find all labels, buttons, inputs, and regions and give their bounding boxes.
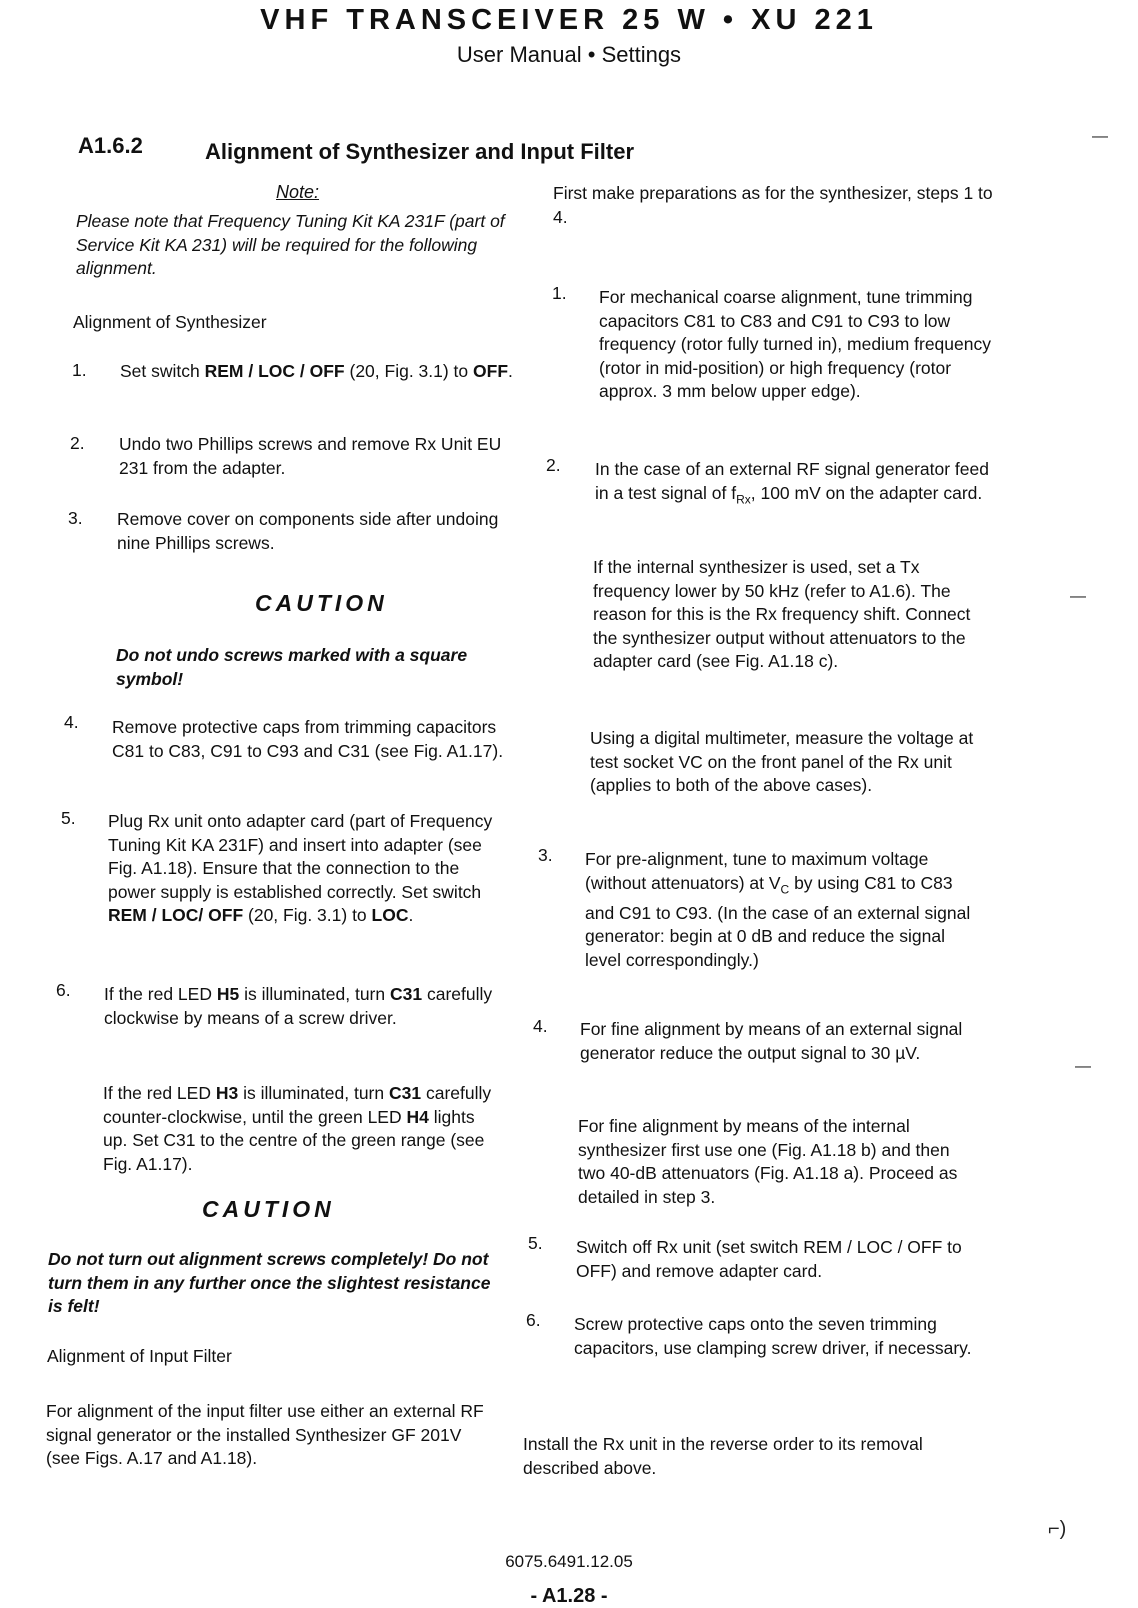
filter-step-2-para2: If the internal synthesizer is used, set a Tx frequency lower by 50 kHz (refer to A1.6). The reason for this is the Rx frequency shift. Connect the synthesizer output without attenuators to the adapter card (see Fig. A1.18 c). xyxy=(593,557,971,671)
step-number: 5. xyxy=(61,808,76,828)
synth-step-6-para2: If the red LED H3 is illuminated, turn C31 carefully counter-clockwise, until the green LED H4 lights up. Set C31 to the centre of the green range (see Fig. A1.17). xyxy=(103,1083,492,1174)
filter-step-4-para2: For fine alignment by means of the internal synthesizer first use one (Fig. A1.18 b) and then two 40-dB attenuators (Fig. A1.18 a). Proceed as detailed in step 3. xyxy=(578,1116,958,1207)
step-number: 2. xyxy=(546,455,561,475)
caution-text: Do not turn out alignment screws completely! Do not turn them in any further once the slightest resistance is felt! xyxy=(48,1249,491,1316)
filter-step-2: In the case of an external RF signal generator feed in a test signal of $f_{Rx}$, 100 mV on the adapter card. xyxy=(595,459,989,506)
step-number: 3. xyxy=(68,508,83,528)
synth-heading: Alignment of Synthesizer xyxy=(73,312,267,332)
margin-mark: — xyxy=(1075,1058,1091,1075)
step-number: 6. xyxy=(526,1310,541,1330)
step-number: 3. xyxy=(538,845,553,865)
filter-step-3: For pre-alignment, tune to maximum voltage (without attenuators) at $V_C$ by using C81 to C83 and C91 to C93. (In the case of an external signal generator: begin at 0 dB and reduce the signal level correspondingly.) xyxy=(585,849,971,970)
filter-step-1: For mechanical coarse alignment, tune trimming capacitors C81 to C83 and C91 to C93 to low frequency (rotor fully turned in), medium frequency (rotor in mid-position) or high frequency (rotor approx. 3 mm below upper edge). xyxy=(599,287,991,401)
filter-step-5: Switch off Rx unit (set switch REM / LOC / OFF to OFF) and remove adapter card. xyxy=(576,1237,962,1281)
synth-step-4: Remove protective caps from trimming capacitors C81 to C83, C91 to C93 and C31 (see Fig. A1.17). xyxy=(112,717,504,761)
step-number: 1. xyxy=(552,283,567,303)
margin-mark: — xyxy=(1092,128,1108,145)
document-code: 6075.6491.12.05 xyxy=(505,1552,633,1571)
input-filter-heading: Alignment of Input Filter xyxy=(47,1346,232,1366)
step-number: 4. xyxy=(64,712,79,732)
step-number: 4. xyxy=(533,1016,548,1036)
caution-title: CAUTION xyxy=(202,1196,335,1222)
input-filter-text: For alignment of the input filter use either an external RF signal generator or the installed Synthesizer GF 201V (see Figs. A.17 and A1.18). xyxy=(46,1401,484,1468)
synth-step-1: Set switch REM / LOC / OFF (20, Fig. 3.1) to OFF. xyxy=(120,361,513,381)
step-number: 6. xyxy=(56,980,71,1000)
step-number: 2. xyxy=(70,433,85,453)
filter-outro: Install the Rx unit in the reverse order to its removal described above. xyxy=(523,1434,923,1478)
synth-step-3: Remove cover on components side after undoing nine Phillips screws. xyxy=(117,509,499,553)
filter-intro: First make preparations as for the synthesizer, steps 1 to 4. xyxy=(553,183,993,227)
note-heading: Note: xyxy=(276,182,320,202)
synth-step-2: Undo two Phillips screws and remove Rx Unit EU 231 from the adapter. xyxy=(119,434,502,478)
filter-step-6: Screw protective caps onto the seven trimming capacitors, use clamping screw driver, if necessary. xyxy=(574,1314,972,1358)
caution-title: CAUTION xyxy=(255,590,388,616)
synth-step-6: If the red LED H5 is illuminated, turn C31 carefully clockwise by means of a screw driver. xyxy=(104,984,493,1028)
filter-step-4: For fine alignment by means of an external signal generator reduce the output signal to 30 µV. xyxy=(580,1019,963,1063)
step-number: 5. xyxy=(528,1233,543,1253)
section-title: Alignment of Synthesizer and Input Filter xyxy=(205,139,635,164)
filter-step-2-para3: Using a digital multimeter, measure the voltage at test socket VC on the front panel of the Rx unit (applies to both of the above cases). xyxy=(590,728,974,795)
corner-mark: ⌐) xyxy=(1048,1518,1067,1540)
synth-step-5: Plug Rx unit onto adapter card (part of Frequency Tuning Kit KA 231F) and insert into adapter (see Fig. A1.18). Ensure that the connection to the power supply is established correctly. Set switch REM / LOC/ OFF (20, Fig. 3.1) to LOC. xyxy=(108,811,493,925)
document-subtitle: User Manual • Settings xyxy=(456,42,682,67)
page-number: - A1.28 - xyxy=(530,1585,608,1607)
step-number: 1. xyxy=(72,360,87,380)
document-title: VHF TRANSCEIVER 25 W • XU 221 xyxy=(260,4,878,36)
caution-text: Do not undo screws marked with a square symbol! xyxy=(116,645,468,689)
note-text: Please note that Frequency Tuning Kit KA 231F (part of Service Kit KA 231) will be required for the following alignment. xyxy=(76,211,505,278)
margin-mark: — xyxy=(1070,588,1086,605)
section-number: A1.6.2 xyxy=(78,133,143,158)
